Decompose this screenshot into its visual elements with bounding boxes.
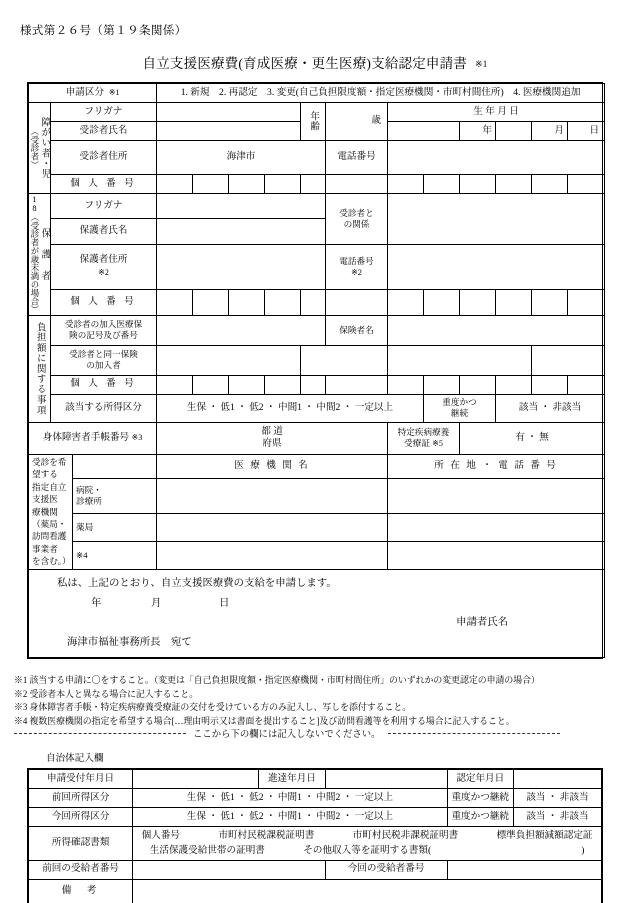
guardian-mynumber-cell[interactable]: [388, 290, 424, 315]
same-insurance-input[interactable]: [388, 345, 532, 375]
note-item: ※1 該当する申請に〇をすること。（変更は「自己負担限度額・指定医療機関・市町村間住所」のいずれかの変更認定の申請の場合）: [14, 675, 540, 685]
patient-mynumber-cell[interactable]: [388, 175, 424, 194]
applicant-name-label: 申請者氏名: [456, 617, 509, 629]
burden-mynumber-cell[interactable]: [229, 375, 265, 394]
patient-mynumber-cell[interactable]: [157, 175, 193, 194]
guardian-section-vertical-label: 18（受診者が歳未満の場合） 保 護 者: [29, 195, 50, 314]
guardian-address-input[interactable]: [157, 244, 326, 289]
guardian-mynumber-label: 個 人 番 号: [51, 290, 157, 315]
previous-severe-label: 重度かつ継続: [447, 789, 513, 808]
patient-mynumber-cell[interactable]: [460, 175, 496, 194]
patient-birth-year-input[interactable]: [388, 122, 460, 141]
burden-mynumber-cell[interactable]: [301, 375, 326, 394]
divider-dash-right: [388, 733, 560, 734]
patient-age-label: 年齢: [301, 103, 326, 141]
current-income-row: [29, 808, 602, 827]
guardian-phone-input[interactable]: [388, 244, 605, 289]
institution-row: [29, 541, 605, 569]
burden-mynumber-cell[interactable]: [193, 375, 229, 394]
patient-mynumber-cell[interactable]: [496, 175, 532, 194]
institution-name-input[interactable]: [157, 478, 388, 513]
official-dates-row: [29, 770, 602, 789]
remarks-row: [29, 879, 602, 903]
burden-mynumber-cell[interactable]: [460, 375, 496, 394]
institution-label-line: を含む。）: [32, 556, 71, 567]
guardian-address-label: 保護者住所 ※2: [51, 244, 157, 289]
burden-mynumber-cell[interactable]: [326, 375, 388, 394]
guardian-mynumber-cell[interactable]: [424, 290, 460, 315]
approval-date-input[interactable]: [513, 770, 601, 789]
institution-location-input[interactable]: [388, 514, 605, 542]
institution-label-line: 指定自立支援医: [32, 481, 67, 505]
insurer-name-label: 保険者名: [326, 315, 388, 345]
patient-furigana-input[interactable]: [157, 103, 301, 122]
forward-date-input[interactable]: [325, 770, 447, 789]
guardian-mynumber-cell[interactable]: [193, 290, 229, 315]
burden-mynumber-cell[interactable]: [157, 375, 193, 394]
previous-recipient-input[interactable]: [133, 860, 325, 879]
burden-mynumber-cell[interactable]: [568, 375, 605, 394]
recipient-numbers-row: [29, 860, 602, 879]
main-form-table: [27, 82, 603, 659]
patient-mynumber-cell[interactable]: [229, 175, 265, 194]
institution-location-input[interactable]: [388, 478, 605, 513]
institution-name-input[interactable]: [157, 514, 388, 542]
declaration-addressee: 海津市福祉事務所長 宛て: [67, 637, 192, 649]
patient-section-vertical-label: （受診者） 障がい者・児: [29, 103, 51, 194]
application-type-options[interactable]: 1. 新規 2. 再認定 3. 変更(自己負担限度額・指定医療機関・市町村間住所) 4. 医療機関追加: [157, 84, 605, 103]
institution-type-other: ※4: [73, 541, 157, 569]
patient-address-row: [29, 141, 605, 175]
institution-section-label: [29, 454, 73, 569]
divider-text: ここから下の欄には記入しないでください。: [193, 730, 381, 740]
guardian-mynumber-cell[interactable]: [265, 290, 301, 315]
patient-mynumber-cell[interactable]: [193, 175, 229, 194]
same-insurance-label: 受診者と同一保険 の加入者: [51, 345, 157, 375]
official-use-grid: [28, 769, 602, 903]
same-insurance-input[interactable]: [301, 345, 388, 375]
forward-date-label: 進達年月日: [259, 770, 325, 789]
current-recipient-input[interactable]: [447, 860, 601, 879]
specific-disease-options[interactable]: 有 ・ 無: [460, 422, 605, 454]
handbook-row: [29, 422, 605, 454]
institution-type-hospital: 病院・ 診療所: [73, 478, 157, 513]
application-type-label: 申請区分 ※1: [29, 84, 157, 103]
documents-line-2: 生活保護受給世帯の証明書 その他収入等を証明する書類( ): [149, 845, 585, 857]
guardian-relation-input[interactable]: [388, 194, 605, 245]
declaration-block: [29, 569, 605, 657]
patient-birth-month-input[interactable]: [496, 122, 532, 141]
guardian-mynumber-cell[interactable]: [532, 290, 568, 315]
patient-age-input[interactable]: 歳: [326, 103, 388, 141]
guardian-furigana-label: フリガナ: [51, 194, 157, 219]
documents-line-1: 個人番号 市町村民税課税証明書 市町村民税非課税証明書 標準負担額減額認定証: [141, 830, 593, 841]
official-use-caption: 自治体記入欄: [46, 753, 104, 764]
guardian-relation-label: 受診者と の関係: [326, 194, 388, 245]
institution-name-header: 医 療 機 関 名: [157, 454, 388, 478]
same-insurance-row: [29, 345, 605, 375]
insurance-symbol-input[interactable]: [157, 315, 326, 345]
institution-type-header: [73, 454, 157, 478]
guardian-mynumber-cell[interactable]: [326, 290, 388, 315]
severe-continuous-options[interactable]: 該当 ・ 非該当: [496, 394, 605, 422]
declaration-row: [29, 569, 605, 657]
handbook-label: 身体障害者手帳番号 ※3: [29, 422, 157, 454]
main-form-grid: [28, 83, 605, 658]
previous-severe-options[interactable]: 該当 ・ 非該当: [513, 789, 601, 808]
guardian-furigana-row: [29, 194, 605, 219]
note-item: ※4 複数医療機関の指定を希望する場合[…理由明示又は書面を提出すること]及び訪問看護等を利用する場合に記入すること。: [14, 715, 515, 726]
income-category-options[interactable]: 生保 ・ 低1 ・ 低2 ・ 中間1 ・ 中間2 ・ 一定以上: [157, 394, 424, 422]
declaration-date[interactable]: 年 月 日: [91, 597, 230, 609]
guardian-address-row: [29, 244, 605, 289]
declaration-statement: 私は、上記のとおり、自立支援医療費の支給を申請します。: [57, 577, 337, 589]
patient-mynumber-cell[interactable]: [532, 175, 568, 194]
institution-label-line: 訪問看護事業者: [32, 531, 67, 554]
burden-mynumber-cell[interactable]: [424, 375, 460, 394]
patient-address-label: 受診者住所: [51, 141, 157, 175]
patient-phone-input[interactable]: [388, 141, 605, 175]
page-title: [0, 52, 630, 72]
form-code: 様式第２６号（第１９条関係）: [20, 25, 187, 37]
specific-disease-label: 特定疾病療養 受療証 ※5: [388, 422, 460, 454]
patient-birth-year-label: 年: [460, 122, 496, 141]
same-insurance-input[interactable]: [532, 345, 605, 375]
patient-mynumber-cell[interactable]: [301, 175, 326, 194]
institution-location-input[interactable]: [388, 541, 605, 569]
patient-furigana-row: [29, 103, 605, 122]
form-notes: [14, 674, 624, 728]
guardian-mynumber-cell[interactable]: [460, 290, 496, 315]
divider-dash-left: [14, 733, 186, 734]
current-income-label: 今回所得区分: [29, 808, 133, 827]
guardian-furigana-input[interactable]: [157, 194, 326, 219]
burden-mynumber-cell[interactable]: [532, 375, 568, 394]
previous-income-options[interactable]: 生保 ・ 低1 ・ 低2 ・ 中間1 ・ 中間2 ・ 一定以上: [133, 789, 448, 808]
note-item: ※3 身体障害者手帳・特定疾病療養受療証の交付を受けている方のみ記入し、写しを添付すること。: [14, 702, 412, 713]
patient-birth-day-label: 日: [568, 122, 605, 141]
guardian-name-label: 保護者氏名: [51, 219, 157, 244]
page-title-note: ※1: [475, 59, 488, 69]
patient-birth-label: 生 年 月 日: [388, 103, 605, 122]
patient-name-input[interactable]: [157, 122, 301, 141]
patient-name-label: 受診者氏名: [51, 122, 157, 141]
guardian-mynumber-cell[interactable]: [157, 290, 193, 315]
burden-mynumber-row: [29, 375, 605, 394]
patient-mynumber-label: 個 人 番 号: [51, 175, 157, 194]
handbook-prefecture-input[interactable]: 都 道 府県: [157, 422, 388, 454]
burden-mynumber-cell[interactable]: [496, 375, 532, 394]
income-category-label: 該当する所得区分: [51, 394, 157, 422]
do-not-write-divider: [14, 726, 618, 740]
guardian-mynumber-row: [29, 290, 605, 315]
insurer-name-input[interactable]: [388, 315, 605, 345]
burden-section-vertical-label: 負担額に関する事項: [29, 315, 51, 422]
guardian-name-input[interactable]: [157, 219, 326, 244]
patient-furigana-label: フリガナ: [51, 103, 157, 122]
current-severe-options[interactable]: 該当 ・ 非該当: [513, 808, 601, 827]
application-type-row: [29, 84, 605, 103]
patient-mynumber-cell[interactable]: [265, 175, 301, 194]
patient-address-input[interactable]: 海津市: [157, 141, 326, 175]
guardian-mynumber-cell[interactable]: [496, 290, 532, 315]
patient-birth-month-label: 月: [532, 122, 568, 141]
burden-mynumber-label: 個 人 番 号: [51, 375, 157, 394]
severe-continuous-label: 重度かつ 継続: [424, 394, 496, 422]
institution-label-line: 療機関（薬局・: [32, 506, 67, 529]
guardian-phone-label: 電話番号 ※2: [326, 244, 388, 289]
patient-mynumber-cell[interactable]: [568, 175, 605, 194]
page-title-text: 自立支援医療費(育成医療・更生医療)支給認定申請書: [142, 56, 468, 71]
documents-options[interactable]: [133, 827, 602, 861]
note-item: ※2 受診者本人と異なる場合に記入すること。: [14, 688, 199, 699]
official-use-table: [27, 768, 603, 903]
patient-phone-label: 電話番号: [326, 141, 388, 175]
remarks-label: 備 考: [29, 879, 133, 903]
guardian-mynumber-cell[interactable]: [301, 290, 326, 315]
previous-income-row: [29, 789, 602, 808]
patient-mynumber-row: [29, 175, 605, 194]
previous-recipient-label: 前回の受給者番号: [29, 860, 133, 879]
guardian-mynumber-cell[interactable]: [229, 290, 265, 315]
guardian-mynumber-cell[interactable]: [568, 290, 605, 315]
institution-type-pharmacy: 薬局: [73, 514, 157, 542]
institution-row: [29, 514, 605, 542]
income-documents-row: [29, 827, 602, 861]
same-insurance-input[interactable]: [157, 345, 301, 375]
patient-mynumber-cell[interactable]: [424, 175, 460, 194]
receipt-date-input[interactable]: [133, 770, 259, 789]
current-income-options[interactable]: 生保 ・ 低1 ・ 低2 ・ 中間1 ・ 中間2 ・ 一定以上: [133, 808, 448, 827]
institution-name-input[interactable]: [157, 541, 388, 569]
insurance-symbol-row: [29, 315, 605, 345]
burden-mynumber-cell[interactable]: [265, 375, 301, 394]
insurance-symbol-label: 受診者の加入医療保 険の記号及び番号: [51, 315, 157, 345]
approval-date-label: 認定年月日: [447, 770, 513, 789]
patient-mynumber-cell[interactable]: [326, 175, 388, 194]
institution-label-line: 受診を希望する: [32, 456, 67, 480]
institution-location-header: 所 在 地 ・ 電 話 番 号: [388, 454, 605, 478]
institution-row: [29, 478, 605, 513]
previous-income-label: 前回所得区分: [29, 789, 133, 808]
burden-mynumber-cell[interactable]: [388, 375, 424, 394]
remarks-input[interactable]: [133, 879, 602, 903]
receipt-date-label: 申請受付年月日: [29, 770, 133, 789]
documents-label: 所得確認書類: [29, 827, 133, 861]
institution-header-row: [29, 454, 605, 478]
current-severe-label: 重度かつ継続: [447, 808, 513, 827]
income-category-row: [29, 394, 605, 422]
current-recipient-label: 今回の受給者番号: [325, 860, 447, 879]
